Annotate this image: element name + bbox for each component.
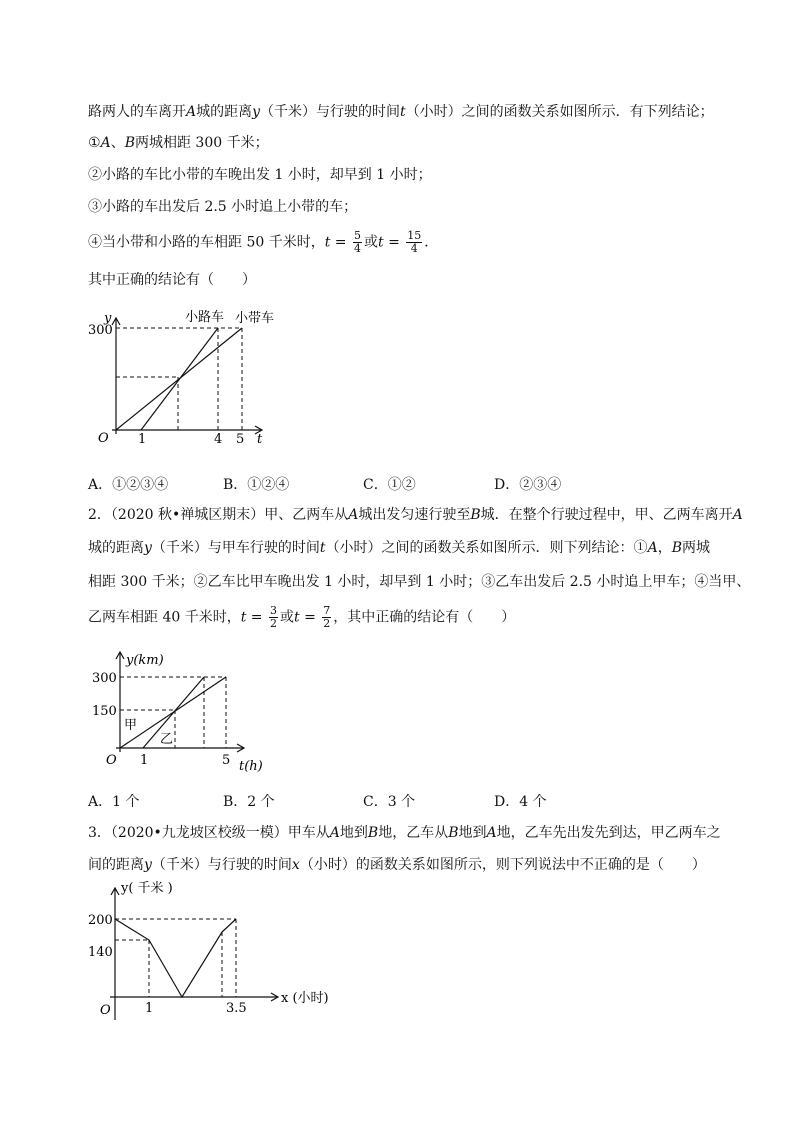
q3-distance-line [115,919,236,997]
q1-ask: 其中正确的结论有（ ） [88,272,256,288]
q2-line-4: 乙两车相距 40 千米时，t = $\frac{3}{2}$ 或t = $\frac{7}{2}$ ，其中正确的结论有（ ） [88,604,516,630]
q2-line-yi [143,677,204,748]
q2-option-b[interactable]: B．2 个 [223,794,275,810]
fraction-5-4: $\frac{5}{4}$ [354,229,361,255]
q1-graph [0,0,794,480]
q2-x-label: t(h) [239,759,263,774]
q1-conclusion-4: ④当小带和小路的车相距 50 千米时，t = $\frac{5}{4}$ 或t = $\frac{15}{4}$ ． [88,229,439,255]
q1-option-d[interactable]: D．②③④ [494,477,562,493]
q1-tick-300: 300 [88,323,113,338]
q3-graph [0,875,794,1025]
q1-series-xiaolu: 小路车 [185,310,225,325]
q3-line-2: 间的距离y（千米）与行驶的时间x（小时）的函数关系如图所示，则下列说法中不正确的是（ ） [88,857,706,873]
q2-origin: O [106,753,117,768]
q2-label-yi: 乙 [160,732,174,747]
q1-tick-4: 4 [214,432,223,447]
q2-option-a[interactable]: A．1 个 [88,794,140,810]
q3-tick-1: 1 [145,1001,154,1016]
q1-origin: O [98,431,109,446]
q1-tick-1: 1 [138,432,147,447]
q2-option-c[interactable]: C．3 个 [363,794,416,810]
q2-graph [0,640,794,780]
q1-option-c[interactable]: C．①② [363,477,416,493]
q2-label-jia: 甲 [124,718,138,733]
fraction-7-2: $\frac{7}{2}$ [323,604,331,630]
q3-tick-35: 3.5 [226,1001,247,1016]
q2-line-2: 城的距离y（千米）与甲车行驶的时间t（小时）之间的函数关系如图所示．则下列结论：①A，B两城 [88,540,710,556]
q1-x-label: t [257,432,263,447]
fraction-3-2: $\frac{3}{2}$ [270,604,277,630]
q3-x-label: x (小时) [281,991,329,1006]
q1-conclusion-1: ①A、B两城相距 300 千米； [88,135,269,151]
q3-y-label: y( 千米 ) [121,881,173,896]
q1-option-b[interactable]: B．①②④ [223,477,290,493]
q3-line-1: 3．（2020•九龙坡区校级一模）甲车从A地到B地，乙车从B地到A地，乙车先出发先到达，甲乙两车之 [88,825,721,841]
q1-conclusion-3: ③小路的车出发后 2.5 小时追上小带的车； [88,199,358,215]
q1-tick-5: 5 [236,432,245,447]
q2-tick-5: 5 [222,753,231,768]
q2-line-3: 相距 300 千米；②乙车比甲车晚出发 1 小时，却早到 1 小时；③乙车出发后 2.5 小时追上甲车；④当甲、 [88,574,751,590]
fraction-15-4: $\frac{15}{4}$ [407,229,422,255]
q2-y-label: y(km) [126,653,164,668]
q1-conclusion-2: ②小路的车比小带的车晚出发 1 小时，却早到 1 小时； [88,167,432,183]
q1-option-a[interactable]: A．①②③④ [88,477,169,493]
q1-line-xiaolu [141,328,218,430]
q1-y-label: y [104,311,112,326]
q3-origin: O [100,1003,111,1018]
q2-tick-1: 1 [140,753,149,768]
q2-option-d[interactable]: D．4 个 [494,794,547,810]
q1-series-xiaodai: 小带车 [235,311,275,326]
q2-line-1: 2．（2020 秋•禅城区期末）甲、乙两车从A城出发匀速行驶至B城．在整个行驶过程中，甲、乙两车离开A [88,507,743,523]
q2-tick-150: 150 [92,704,117,719]
q3-tick-140: 140 [88,945,113,960]
q2-tick-300: 300 [92,671,117,686]
q3-tick-200: 200 [88,913,113,928]
q1-stem-line: 路两人的车离开A城的距离y（千米）与行驶的时间t（小时）之间的函数关系如图所示．有下列结论； [88,104,714,120]
